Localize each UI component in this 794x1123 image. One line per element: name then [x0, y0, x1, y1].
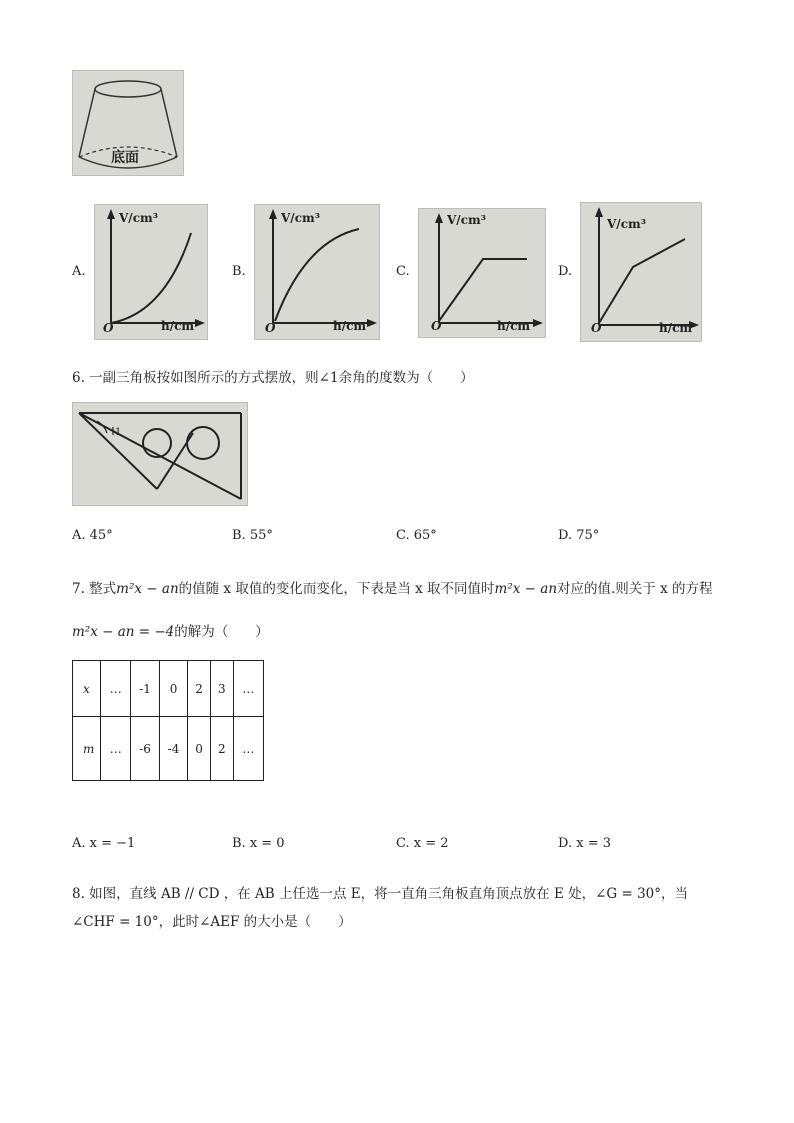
- graph-c: [418, 208, 546, 338]
- graph-b-x-label: h/cm: [333, 319, 367, 333]
- q6-option-c[interactable]: C. 65°: [396, 528, 437, 543]
- q7-option-c[interactable]: C. x = 2: [396, 836, 449, 851]
- table-cell: 0: [159, 661, 187, 717]
- q6-option-d[interactable]: D. 75°: [558, 528, 600, 543]
- table-cell: …: [233, 661, 263, 717]
- q7-line2-suffix: 的解为（ ）: [174, 624, 269, 640]
- graph-b-y-label: V/cm³: [281, 211, 320, 225]
- graph-a-y-label: V/cm³: [119, 211, 158, 225]
- q7-option-b[interactable]: B. x = 0: [232, 836, 285, 851]
- graph-d-x-label: h/cm: [659, 321, 693, 335]
- question-8-line1: 8. 如图，直线 AB // CD ，在 AB 上任选一点 E，将一直角三角板直角顶点放在 E 处，∠G = 30°，当: [72, 886, 689, 902]
- question-8-line2: ∠CHF = 10°，此时∠AEF 的大小是（ ）: [72, 914, 352, 930]
- option-d-letter[interactable]: D.: [558, 264, 573, 279]
- triangle-set-figure: [72, 402, 248, 506]
- graph-a-x-label: h/cm: [161, 319, 195, 333]
- q7-option-d[interactable]: D. x = 3: [558, 836, 611, 851]
- graph-c-x-label: h/cm: [497, 319, 531, 333]
- graph-d: [580, 202, 702, 342]
- q7-mid: 的值随 x 取值的变化而变化，下表是当 x 取不同值时: [178, 581, 495, 597]
- table-cell: 0: [188, 717, 211, 781]
- frustum-bottom-label: 底面: [111, 150, 139, 166]
- table-cell: 2: [188, 661, 211, 717]
- option-a-letter[interactable]: A.: [72, 264, 86, 279]
- question-6-text: 6. 一副三角板按如图所示的方式摆放，则∠1余角的度数为（ ）: [72, 370, 474, 386]
- q7-option-a[interactable]: A. x = −1: [72, 836, 136, 851]
- q6-option-a[interactable]: A. 45°: [72, 528, 113, 543]
- graph-d-y-label: V/cm³: [607, 217, 646, 231]
- option-c-letter[interactable]: C.: [396, 264, 410, 279]
- table-cell: -6: [131, 717, 159, 781]
- graph-c-y-label: V/cm³: [447, 213, 486, 227]
- table-cell: …: [101, 661, 131, 717]
- graph-c-origin: O: [431, 319, 442, 333]
- q7-suffix: 对应的值.则关于 x 的方程: [557, 581, 713, 597]
- q7-expr-2: m²x − an: [494, 581, 558, 597]
- graph-b-origin: O: [265, 321, 276, 335]
- q7-equation: m²x − an = −4: [72, 624, 175, 640]
- value-table: [72, 660, 264, 781]
- q7-expr: m²x − an: [116, 581, 179, 597]
- graph-a: [94, 204, 208, 340]
- table-cell: -4: [159, 717, 187, 781]
- table-cell: m: [73, 717, 101, 781]
- question-7-line1: [72, 577, 713, 597]
- graph-b: [254, 204, 380, 340]
- q6-option-b[interactable]: B. 55°: [232, 528, 273, 543]
- table-cell: -1: [131, 661, 159, 717]
- frustum-figure: [72, 70, 184, 176]
- graph-d-origin: O: [591, 321, 602, 335]
- table-cell: …: [233, 717, 263, 781]
- table-cell: 2: [210, 717, 233, 781]
- graph-a-origin: O: [103, 321, 114, 335]
- table-cell: x: [73, 661, 101, 717]
- table-cell: …: [101, 717, 131, 781]
- q7-prefix: 7. 整式: [72, 581, 117, 597]
- table-cell: 3: [210, 661, 233, 717]
- option-b-letter[interactable]: B.: [232, 264, 246, 279]
- question-7-line2: [72, 620, 269, 640]
- angle-1-label: 1: [115, 427, 122, 438]
